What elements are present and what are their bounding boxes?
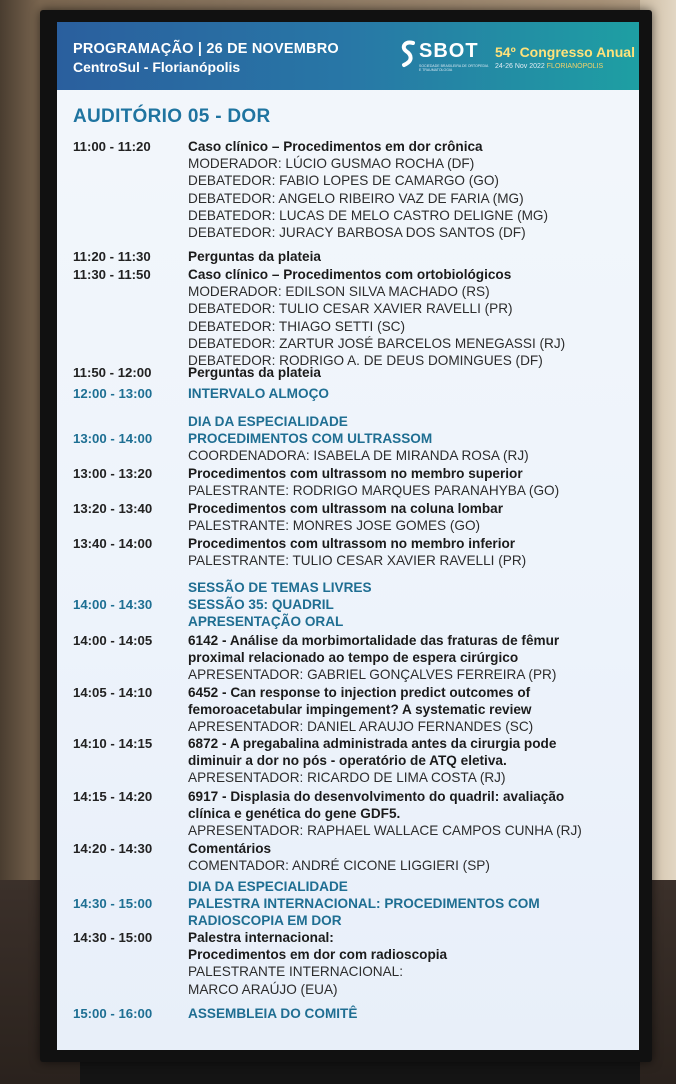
session-time: 14:20 - 14:30 [73,841,153,856]
session-person: COORDENADORA: ISABELA DE MIRANDA ROSA (RJ) [188,448,529,464]
session-heading: SESSÃO 35: QUADRIL [188,597,334,612]
session-time: 11:20 - 11:30 [73,249,151,264]
session-title: 6452 - Can response to injection predict outcomes of [188,685,531,700]
session-person: APRESENTADOR: DANIEL ARAUJO FERNANDES (SC) [188,719,534,735]
session-title: Palestra internacional: [188,930,334,945]
session-person: DEBATEDOR: JURACY BARBOSA DOS SANTOS (DF) [188,225,526,241]
session-time: 14:05 - 14:10 [73,685,153,700]
session-time: 14:00 - 14:30 [73,597,153,612]
session-details [188,579,634,596]
session-time: 15:00 - 16:00 [73,1006,153,1021]
session-title: Caso clínico – Procedimentos em dor crônica [188,139,483,154]
session-details [188,684,634,736]
session-heading: DIA DA ESPECIALIDADE [188,414,348,429]
session-heading: DIA DA ESPECIALIDADE [188,879,348,894]
session-person: DEBATEDOR: ZARTUR JOSÉ BARCELOS MENEGASSI (RJ) [188,335,566,351]
session-time: 14:15 - 14:20 [73,789,153,804]
session-details [188,929,634,998]
session-person: PALESTRANTE INTERNACIONAL: [188,964,404,980]
session-heading: PROCEDIMENTOS COM ULTRASSOM [188,431,433,446]
session-details [188,138,634,241]
header-title: PROGRAMAÇÃO | 26 DE NOVEMBRO [73,41,339,57]
session-details [188,895,634,929]
schedule-header [57,22,639,90]
session-title: Perguntas da plateia [188,365,321,380]
session-details [188,248,634,265]
session-heading: SESSÃO DE TEMAS LIVRES [188,580,372,595]
session-details [188,266,634,369]
session-title: Procedimentos em dor com radioscopia [188,947,448,963]
session-time: 13:00 - 13:20 [73,466,153,481]
session-heading: PALESTRA INTERNACIONAL: PROCEDIMENTOS COM [188,896,540,911]
session-title: 6917 - Displasia do desenvolvimento do quadril: avaliação [188,789,565,804]
session-person: DEBATEDOR: ANGELO RIBEIRO VAZ DE FARIA (MG) [188,190,524,206]
session-details [188,735,634,787]
session-title: Perguntas da plateia [188,249,321,264]
session-person: MARCO ARAÚJO (EUA) [188,981,338,997]
session-details [188,840,634,874]
session-time: 14:30 - 15:00 [73,930,153,945]
session-title: femoroacetabular impingement? A systematic review [188,702,532,718]
header-subtitle: CentroSul - Florianópolis [73,59,241,75]
session-time: 14:30 - 15:00 [73,896,153,911]
session-details [188,500,634,534]
session-details [188,385,634,402]
session-details [188,413,634,430]
session-title: Procedimentos com ultrassom no membro superior [188,466,523,481]
session-title: diminuir a dor no pós - operatório de ATQ eletiva. [188,753,507,769]
session-time: 14:10 - 14:15 [73,736,153,751]
session-person: PALESTRANTE: RODRIGO MARQUES PARANAHYBA (GO) [188,483,560,499]
session-person: PALESTRANTE: MONRES JOSE GOMES (GO) [188,518,481,534]
session-details [188,535,634,569]
session-title: 6872 - A pregabalina administrada antes da cirurgia pode [188,736,557,751]
monitor-screen [57,22,639,1050]
sbot-logo-icon [399,39,417,69]
session-time: 11:30 - 11:50 [73,267,151,282]
session-details [188,632,634,684]
session-title: 6142 - Análise da morbimortalidade das fraturas de fêmur [188,633,560,648]
session-person: DEBATEDOR: THIAGO SETTI (SC) [188,318,406,334]
session-time: 14:00 - 14:05 [73,633,153,648]
session-title: Procedimentos com ultrassom na coluna lombar [188,501,503,516]
session-heading: INTERVALO ALMOÇO [188,386,329,401]
session-details [188,430,634,464]
session-details [188,465,634,499]
session-title: proximal relacionado ao tempo de espera cirúrgico [188,650,519,666]
session-time: 13:40 - 14:00 [73,536,153,551]
congress-date-line [495,63,603,70]
session-time: 11:50 - 12:00 [73,365,152,380]
session-time: 12:00 - 13:00 [73,386,153,401]
session-person: APRESENTADOR: RAPHAEL WALLACE CAMPOS CUNHA (RJ) [188,823,582,839]
session-person: COMENTADOR: ANDRÉ CICONE LIGGIERI (SP) [188,858,490,874]
session-person: MODERADOR: EDILSON SILVA MACHADO (RS) [188,284,490,300]
session-details [188,788,634,840]
session-title: Caso clínico – Procedimentos com ortobiológicos [188,267,512,282]
session-person: DEBATEDOR: RODRIGO A. DE DEUS DOMINGUES (DF) [188,353,543,369]
session-person: DEBATEDOR: TULIO CESAR XAVIER RAVELLI (PR) [188,301,513,317]
session-details [188,1005,634,1022]
session-title: Procedimentos com ultrassom no membro inferior [188,536,516,551]
session-heading: RADIOSCOPIA EM DOR [188,913,342,929]
congress-city: FLORIANÓPOLIS [546,63,604,70]
session-time: 13:20 - 13:40 [73,501,153,516]
session-person: PALESTRANTE: TULIO CESAR XAVIER RAVELLI (PR) [188,553,527,569]
room-title: AUDITÓRIO 05 - DOR [73,106,271,127]
session-person: DEBATEDOR: LUCAS DE MELO CASTRO DELIGNE (MG) [188,207,549,223]
session-person: APRESENTADOR: RICARDO DE LIMA COSTA (RJ) [188,770,506,786]
sbot-logo-tagline: SOCIEDADE BRASILEIRA DE ORTOPEDIA E TRAUMATOLOGIA [419,64,489,72]
session-person: APRESENTADOR: GABRIEL GONÇALVES FERREIRA (PR) [188,667,557,683]
session-person: DEBATEDOR: FABIO LOPES DE CAMARGO (GO) [188,173,499,189]
session-details [188,878,634,895]
session-person: MODERADOR: LÚCIO GUSMAO ROCHA (DF) [188,156,475,172]
session-time: 13:00 - 14:00 [73,431,153,446]
session-heading: APRESENTAÇÃO ORAL [188,614,344,630]
session-details [188,364,634,381]
sbot-logo-text: SBOT [419,40,479,62]
session-time: 11:00 - 11:20 [73,139,151,154]
congress-dates: 24-26 Nov 2022 [495,63,545,70]
congress-name: 54º Congresso Anual [495,44,635,60]
session-title: clínica e genética do gene GDF5. [188,806,401,822]
session-details [188,596,634,630]
session-title: Comentários [188,841,272,856]
session-heading: ASSEMBLEIA DO COMITÊ [188,1006,358,1021]
